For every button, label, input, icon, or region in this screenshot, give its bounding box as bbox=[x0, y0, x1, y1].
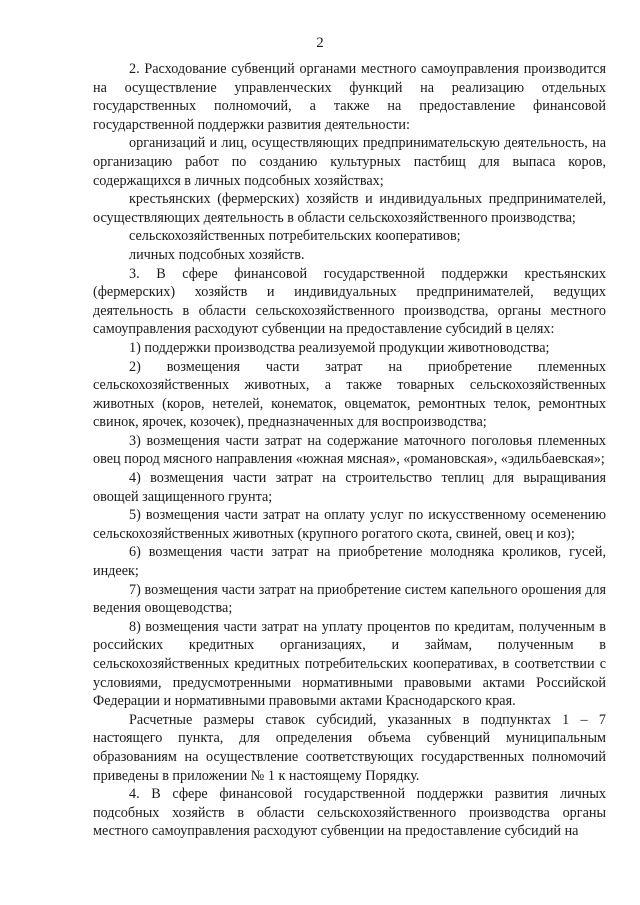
paragraph: 2) возмещения части затрат на приобретение племенных сельскохозяйственных животных, а также товарных сельскохозяйственных животных (коров, нетелей, конематок, овцематок, ремонтных телок, ремонтных свинок, ярочек, козочек), предназначенных для воспроизводства; bbox=[93, 358, 606, 431]
paragraph: Расчетные размеры ставок субсидий, указанных в подпунктах 1 – 7 настоящего пункта, для определения объема субвенций муниципальным образованиям на осуществление соответствующих государственных полномочий приведены в приложении № 1 к настоящему Порядку. bbox=[93, 711, 606, 784]
paragraph: личных подсобных хозяйств. bbox=[129, 246, 305, 263]
page-number: 2 bbox=[316, 35, 324, 51]
paragraph: 7) возмещения части затрат на приобретение систем капельного орошения для ведения овощеводства; bbox=[93, 581, 606, 617]
paragraph: крестьянских (фермерских) хозяйств и индивидуальных предпринимателей, осуществляющих деятельность в области сельскохозяйственного производства; bbox=[93, 191, 606, 226]
paragraph: 4. В сфере финансовой государственной поддержки развития личных подсобных хозяйств в области сельскохозяйственного производства органы местного самоуправления расходуют субвенции на предоставление субсидий на bbox=[93, 786, 606, 840]
paragraph: 5) возмещения части затрат на оплату услуг по искусственному осеменению сельскохозяйственных животных (крупного рогатого скота, свиней, овец и коз); bbox=[93, 507, 606, 542]
paragraph: 6) возмещения части затрат на приобретение молодняка кроликов, гусей, индеек; bbox=[93, 544, 606, 580]
document-body bbox=[93, 60, 606, 841]
paragraph: организаций и лиц, осуществляющих предпринимательскую деятельность, на организацию работ по созданию культурных пастбищ для выпаса коров, содержащихся в личных подсобных хозяйствах; bbox=[93, 135, 606, 189]
paragraph: 1) поддержки производства реализуемой продукции животноводства; bbox=[129, 339, 550, 356]
paragraph: 4) возмещения части затрат на строительство теплиц для выращивания овощей защищенного грунта; bbox=[93, 470, 606, 505]
paragraph: 3) возмещения части затрат на содержание маточного поголовья племенных овец пород мясного направления «южная мясная», «романовская», «эдильбаевская»; bbox=[93, 432, 606, 468]
paragraph: 3. В сфере финансовой государственной поддержки крестьянских (фермерских) хозяйств и индивидуальных предпринимателей, ведущих деятельность в области сельскохозяйственного производства, органы местного самоуправления расходуют субвенции на предоставление субсидий в целях: bbox=[93, 265, 606, 338]
paragraph: 8) возмещения части затрат на уплату процентов по кредитам, полученным в российских кредитных организациях, и займам, полученным в сельскохозяйственных кредитных потребительских кооперативах, в соответствии с условиями, предусмотренными нормативными правовыми актами Российской Федерации и нормативными правовыми актами Краснодарского края. bbox=[93, 618, 606, 710]
paragraph: сельскохозяйственных потребительских кооперативов; bbox=[129, 228, 461, 245]
paragraph: 2. Расходование субвенций органами местного самоуправления производится на осуществление управленческих функций на реализацию отдельных государственных полномочий, а также на предоставление финансовой государственной поддержки развития деятельности: bbox=[93, 61, 606, 133]
